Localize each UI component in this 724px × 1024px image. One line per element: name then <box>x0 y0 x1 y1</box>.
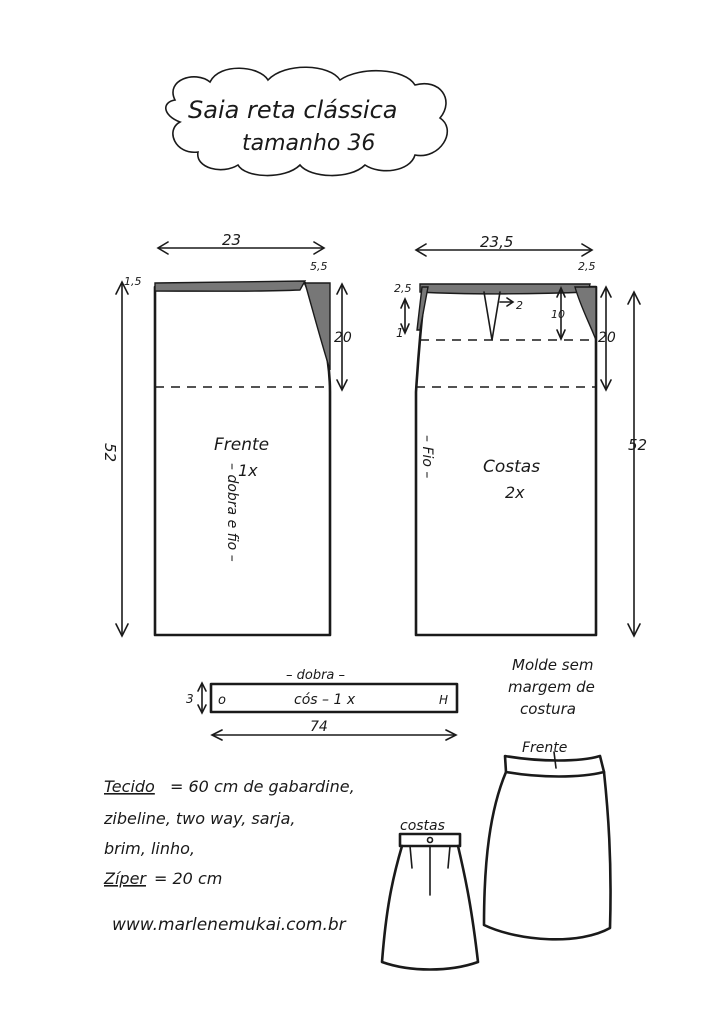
website: www.marlenemukai.com.br <box>112 915 346 935</box>
sketch-front-label: Frente <box>522 740 568 756</box>
front-dart-top-label: 5,5 <box>310 260 328 273</box>
zipper-value: = 20 cm <box>154 869 223 888</box>
back-length-dimension <box>628 292 640 636</box>
back-dart-width-label: 2 <box>516 299 523 312</box>
back-dart-depth-label: 10 <box>551 308 565 321</box>
front-width-label: 23 <box>222 231 242 249</box>
waistband-fold-label: – dobra – <box>286 668 346 683</box>
back-name: Costas <box>483 457 541 477</box>
waistband-height-label: 3 <box>186 692 194 706</box>
waistband-mark-left: o <box>218 693 226 708</box>
back-hip-label: 20 <box>598 330 616 346</box>
waistband-width-label: 74 <box>310 719 328 735</box>
back-dart-top-label: 2,5 <box>578 260 596 273</box>
front-length-label: 52 <box>101 443 119 463</box>
sketch-front-skirt <box>484 752 611 939</box>
fabric-line-1: = 60 cm de gabardine, <box>170 777 355 796</box>
back-side-hatch <box>575 287 596 340</box>
sketch-back-label: costas <box>400 818 445 834</box>
front-piece <box>155 281 330 635</box>
front-waist-raise-label: 1,5 <box>124 275 142 288</box>
fabric-label: Tecido <box>104 777 155 796</box>
fabric-line-2: zibeline, two way, sarja, <box>104 809 296 828</box>
front-hip-label: 20 <box>334 330 352 346</box>
waistband-name: cós – 1 x <box>294 692 356 708</box>
sketch-back-skirt <box>382 834 478 970</box>
back-waist-hatch <box>420 284 590 294</box>
fabric-line-3: brim, linho, <box>104 839 195 858</box>
note-line-3: costura <box>520 700 576 718</box>
title-line-2: tamanho 36 <box>242 131 376 156</box>
back-length-label: 52 <box>628 436 648 454</box>
front-waist-hatch <box>155 281 305 291</box>
note-line-1: Molde sem <box>512 656 594 674</box>
waistband-width-dimension <box>212 730 456 740</box>
back-grain-label: – Fio – <box>419 435 435 479</box>
back-waist-raise-label: 2,5 <box>394 282 412 295</box>
note-line-2: margem de <box>508 678 595 696</box>
title-line-1: Saia reta clássica <box>188 96 398 124</box>
waistband-height-dimension <box>198 683 206 713</box>
back-dart <box>484 292 500 340</box>
back-dart-width-arrow <box>500 298 513 306</box>
back-side-drop-label: 1 <box>396 326 404 340</box>
zipper-label: Zíper <box>104 869 146 888</box>
front-qty: 1x <box>238 461 258 480</box>
back-width-label: 23,5 <box>480 233 514 251</box>
front-side-hatch <box>305 283 330 370</box>
waistband-mark-right: H <box>439 693 449 707</box>
back-qty: 2x <box>505 483 525 502</box>
front-fold-label: – dobra e fio – <box>224 463 240 562</box>
front-name: Frente <box>214 435 270 455</box>
